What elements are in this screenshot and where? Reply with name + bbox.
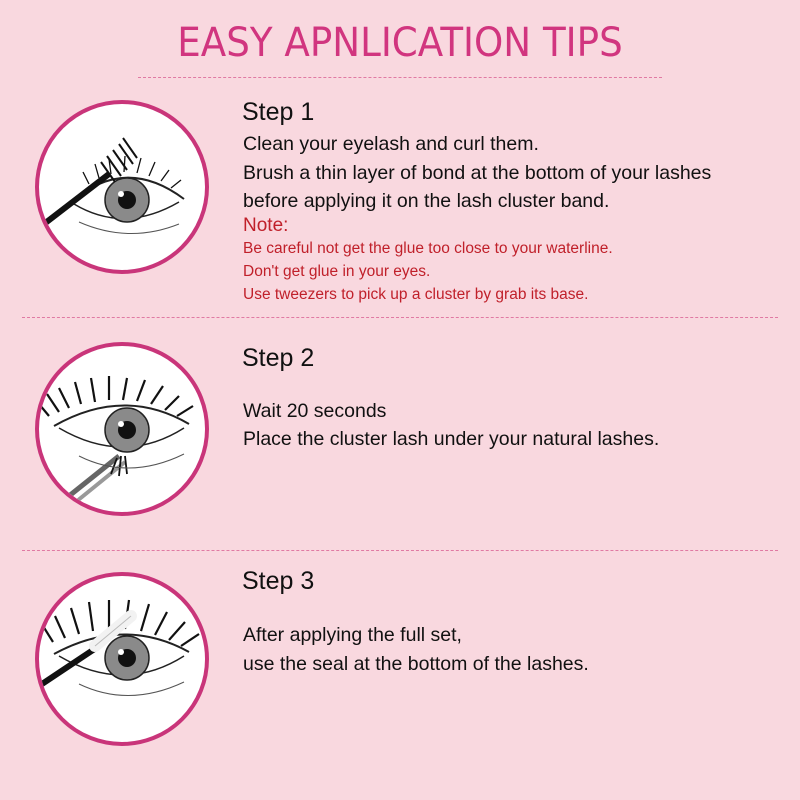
- step-2-line-1: Wait 20 seconds: [243, 400, 387, 422]
- step-3-line-1: After applying the full set,: [243, 624, 462, 646]
- step-1-eye-illustration: [35, 100, 209, 274]
- step-2-title: Step 2: [242, 344, 315, 372]
- step-1-note-label: Note:: [243, 215, 289, 236]
- page-title: EASY APNLICATION TIPS: [177, 20, 623, 66]
- step-2-line-2: Place the cluster lash under your natural lashes.: [243, 428, 660, 450]
- title-divider: [138, 77, 662, 78]
- eye-with-spoolie-icon: [39, 104, 205, 270]
- step-3-title: Step 3: [242, 567, 315, 595]
- step-1-note-2: Don't get glue in your eyes.: [243, 263, 431, 280]
- step-2-eye-illustration: [35, 342, 209, 516]
- step-1-note-1: Be careful not get the glue too close to your waterline.: [243, 240, 613, 257]
- eye-with-sealant-wand-icon: [39, 576, 205, 742]
- step-1-note-3: Use tweezers to pick up a cluster by grab its base.: [243, 286, 589, 303]
- step-1-line-3: before applying it on the lash cluster band.: [243, 190, 610, 212]
- step-3-line-2: use the seal at the bottom of the lashes.: [243, 653, 589, 675]
- step-3-eye-illustration: [35, 572, 209, 746]
- section-divider-1: [22, 317, 778, 318]
- step-1-line-2: Brush a thin layer of bond at the bottom of your lashes: [243, 162, 712, 184]
- step-1-title: Step 1: [242, 98, 315, 126]
- section-divider-2: [22, 550, 778, 551]
- step-1-line-1: Clean your eyelash and curl them.: [243, 133, 539, 155]
- eye-with-tweezers-icon: [39, 346, 205, 512]
